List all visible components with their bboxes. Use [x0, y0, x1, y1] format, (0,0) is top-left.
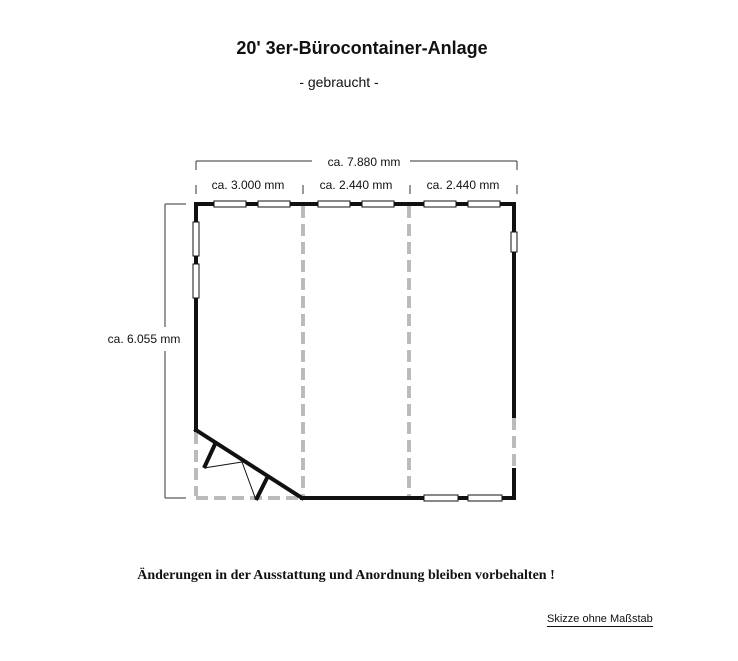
window: [468, 495, 502, 501]
dimension-segment-2: ca. 2.440 mm: [319, 178, 393, 192]
window: [424, 495, 458, 501]
disclaimer-text: Änderungen in der Ausstattung und Anordnung bleiben vorbehalten !: [137, 568, 555, 583]
exterior-walls: [196, 204, 514, 498]
window: [193, 222, 199, 256]
dimension-segment-1: ca. 3.000 mm: [211, 178, 285, 192]
window: [193, 264, 199, 298]
windows: [193, 201, 517, 501]
scale-note: Skizze ohne Maßstab: [547, 613, 653, 625]
window: [468, 201, 500, 207]
window: [258, 201, 290, 207]
dimension-segment-3: ca. 2.440 mm: [426, 178, 500, 192]
window: [214, 201, 246, 207]
window: [362, 201, 394, 207]
dimension-height: ca. 6.055 mm: [107, 332, 181, 346]
dimension-total-width: ca. 7.880 mm: [327, 155, 401, 169]
dimension-lines: [165, 161, 517, 498]
window: [424, 201, 456, 207]
page-title: 20' 3er-Bürocontainer-Anlage: [236, 38, 488, 58]
page-subtitle: - gebraucht -: [299, 74, 379, 90]
window: [318, 201, 350, 207]
window: [511, 232, 517, 252]
partition-walls: [196, 206, 514, 498]
